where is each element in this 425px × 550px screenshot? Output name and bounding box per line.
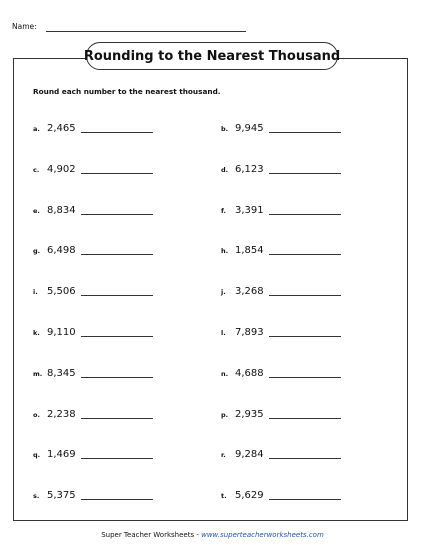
problem-letter: r. (221, 451, 226, 460)
answer-blank[interactable] (269, 377, 341, 378)
problem-number: 3,268 (235, 286, 264, 298)
answer-blank[interactable] (269, 458, 341, 459)
answer-blank[interactable] (269, 214, 341, 215)
problem-number: 9,110 (47, 327, 76, 338)
problem-letter: j. (221, 288, 226, 297)
problem-letter: f. (221, 206, 226, 215)
problem-number: 1,854 (235, 245, 264, 257)
problem-number: 5,375 (47, 490, 76, 502)
problem-letter: h. (221, 247, 229, 256)
problem-letter: t. (221, 492, 227, 501)
problem-letter: q. (33, 451, 41, 460)
problem-number: 4,902 (47, 163, 76, 175)
answer-blank[interactable] (81, 295, 153, 296)
answer-blank[interactable] (269, 173, 341, 174)
footer-separator: - (194, 531, 202, 539)
problem-letter: b. (221, 125, 229, 133)
answer-blank[interactable] (81, 418, 153, 419)
answer-blank[interactable] (81, 173, 153, 174)
problem-letter: g. (33, 247, 41, 256)
answer-blank[interactable] (269, 499, 341, 500)
problem-letter: k. (33, 329, 40, 337)
answer-blank[interactable] (81, 377, 153, 378)
answer-blank[interactable] (81, 458, 153, 459)
problem-number: 3,391 (235, 204, 264, 216)
answer-blank[interactable] (81, 132, 153, 133)
problem-number: 2,935 (235, 408, 264, 420)
problem-letter: c. (33, 165, 40, 174)
name-label: Name: (12, 22, 37, 31)
problem-letter: e. (33, 206, 40, 215)
problem-letter: n. (221, 369, 229, 378)
problem-number: 9,945 (235, 123, 264, 134)
problem-letter: m. (33, 369, 43, 378)
problem-letter: i. (33, 288, 38, 297)
problem-number: 2,238 (47, 408, 76, 420)
name-field[interactable] (46, 31, 246, 32)
answer-blank[interactable] (81, 499, 153, 500)
answer-blank[interactable] (269, 418, 341, 419)
problem-number: 8,834 (47, 204, 76, 216)
problem-number: 6,123 (235, 163, 264, 175)
instructions: Round each number to the nearest thousand. (33, 87, 221, 96)
problem-letter: o. (33, 410, 40, 419)
problem-number: 7,893 (235, 327, 264, 338)
problem-letter: d. (221, 165, 229, 174)
problem-letter: a. (33, 125, 40, 133)
footer-url[interactable]: www.superteacherworksheets.com (201, 531, 324, 539)
problem-number: 6,498 (47, 245, 76, 257)
worksheet-title: Rounding to the Nearest Thousand (86, 42, 338, 70)
answer-blank[interactable] (269, 132, 341, 133)
problem-number: 2,465 (47, 123, 76, 134)
answer-blank[interactable] (269, 295, 341, 296)
answer-blank[interactable] (81, 336, 153, 337)
problem-number: 5,506 (47, 286, 76, 298)
problem-number: 9,284 (235, 449, 264, 461)
problem-letter: s. (33, 492, 40, 501)
problem-letter: p. (221, 410, 229, 419)
problem-number: 5,629 (235, 490, 264, 502)
answer-blank[interactable] (81, 214, 153, 215)
answer-blank[interactable] (269, 254, 341, 255)
problem-number: 4,688 (235, 367, 264, 379)
footer-brand: Super Teacher Worksheets (101, 531, 195, 539)
answer-blank[interactable] (81, 254, 153, 255)
answer-blank[interactable] (269, 336, 341, 337)
problem-number: 1,469 (47, 449, 76, 461)
problem-number: 8,345 (47, 367, 76, 379)
problem-letter: l. (221, 329, 226, 337)
footer (0, 531, 425, 539)
